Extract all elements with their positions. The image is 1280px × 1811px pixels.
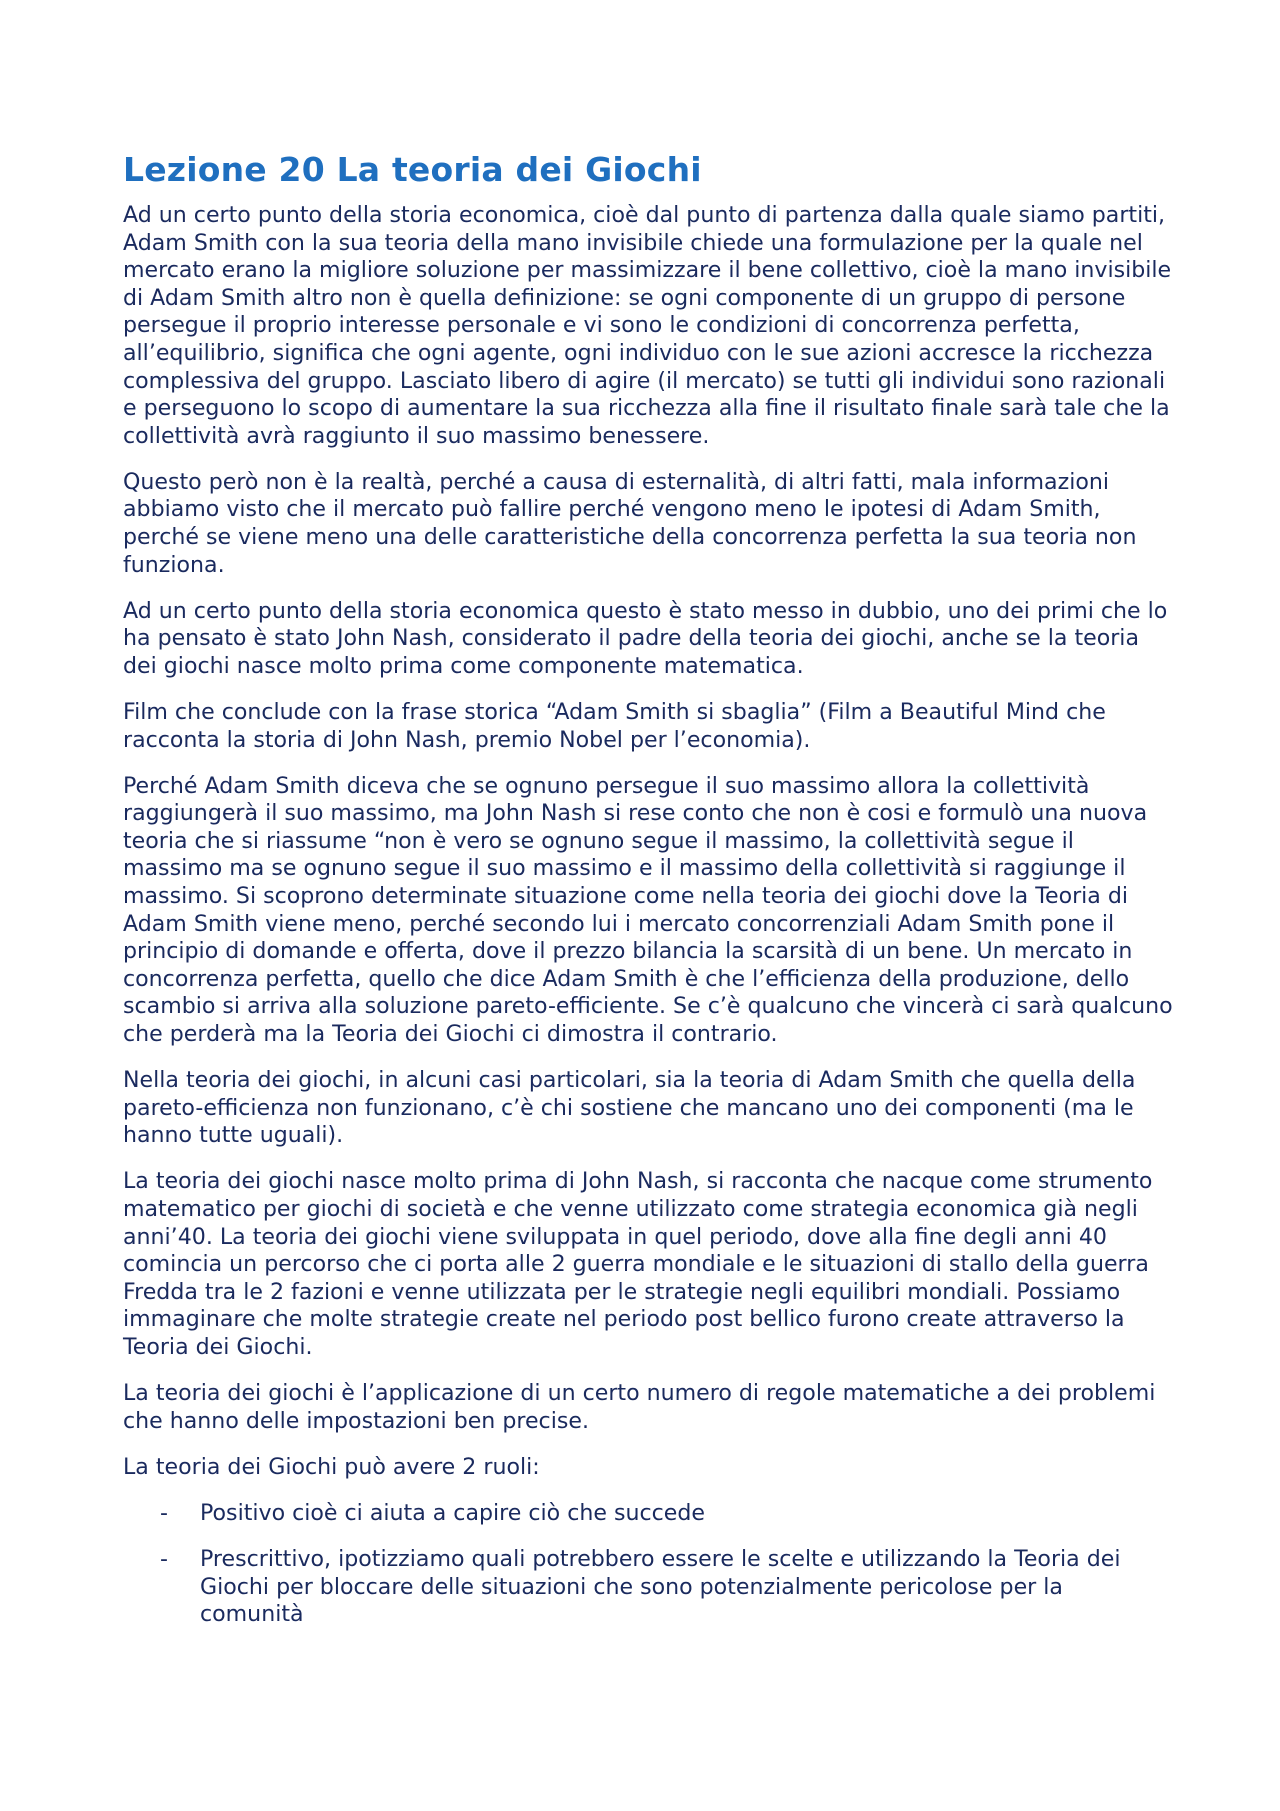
document-title: Lezione 20 La teoria dei Giochi	[123, 150, 702, 189]
paragraph-1: Ad un certo punto della storia economica, cioè dal punto di partenza dalla quale siamo partiti, Adam Smith con la sua teoria della mano invisibile chiede una formulazione per la quale nel mercato erano la migliore soluzione per massimizzare il bene collettivo, cioè la mano invisibile di Adam Smith altro non è quella definizione: se ogni componente di un gruppo di persone persegue il proprio interesse personale e vi sono le condizioni di concorrenza perfetta, all’equilibrio, significa che ogni agente, ogni individuo con le sue azioni accresce la ricchezza complessiva del gruppo. Lasciato libero di agire (il mercato) se tutti gli individui sono razionali e perseguono lo scopo di aumentare la sua ricchezza alla fine il risultato finale sarà tale che la collettività avrà raggiunto il suo massimo benessere.	[123, 202, 1172, 449]
list-item	[123, 1546, 1173, 1629]
list-item	[123, 1500, 1173, 1528]
paragraph-7: La teoria dei giochi nasce molto prima di John Nash, si racconta che nacque come strumento matematico per giochi di società e che venne utilizzato come strategia economica già negli anni’40. La teoria dei giochi viene sviluppata in quel periodo, dove alla fine degli anni 40 comincia un percorso che ci porta alle 2 guerra mondiale e le situazioni di stallo della guerra Fredda tra le 2 fazioni e venne utilizzata per le strategie negli equilibri mondiali. Possiamo immaginare che molte strategie create nel periodo post bellico furono create attraverso la Teoria dei Giochi.	[123, 1168, 1153, 1360]
paragraph-9: La teoria dei Giochi può avere 2 ruoli:	[123, 1453, 540, 1480]
roles-list	[123, 1500, 1173, 1629]
paragraph-6: Nella teoria dei giochi, in alcuni casi particolari, sia la teoria di Adam Smith che quella della pareto-efficienza non funzionano, c’è chi sostiene che mancano uno dei componenti (ma le hanno tutte uguali).	[123, 1067, 1136, 1149]
document-page	[123, 150, 1173, 1647]
paragraph-3: Ad un certo punto della storia economica questo è stato messo in dubbio, uno dei primi che lo ha pensato è stato John Nash, considerato il padre della teoria dei giochi, anche se la teoria dei giochi nasce molto prima come componente matematica.	[123, 597, 1168, 679]
paragraph-5: Perché Adam Smith diceva che se ognuno persegue il suo massimo allora la collettività raggiungerà il suo massimo, ma John Nash si rese conto che non è cosi e formulò una nuova teoria che si riassume “non è vero se ognuno segue il massimo, la collettività segue il massimo ma se ognuno segue il suo massimo e il massimo della collettività si raggiunge il massimo. Si scoprono determinate situazione come nella teoria dei giochi dove la Teoria di Adam Smith viene meno, perché secondo lui i mercato concorrenziali Adam Smith pone il principio di domande e offerta, dove il prezzo bilancia la scarsità di un bene. Un mercato in concorrenza perfetta, quello che dice Adam Smith è che l’efficienza della produzione, dello scambio si arriva alla soluzione pareto-efficiente. Se c’è qualcuno che vincerà ci sarà qualcuno che perderà ma la Teoria dei Giochi ci dimostra il contrario.	[123, 772, 1173, 1048]
list-dash: -	[160, 1499, 168, 1526]
paragraph-4: Film che conclude con la frase storica “Adam Smith si sbaglia” (Film a Beautiful Mind che racconta la storia di John Nash, premio Nobel per l’economia).	[123, 699, 1106, 753]
list-dash: -	[160, 1545, 168, 1572]
paragraph-2: Questo però non è la realtà, perché a causa di esternalità, di altri fatti, mala informazioni abbiamo visto che il mercato può fallire perché vengono meno le ipotesi di Adam Smith, perché se viene meno una delle caratteristiche della concorrenza perfetta la sua teoria non funziona.	[123, 468, 1137, 578]
list-item-text: Prescrittivo, ipotizziamo quali potrebbero essere le scelte e utilizzando la Teoria dei Giochi per bloccare delle situazioni che sono potenzialmente pericolose per la comunità	[200, 1545, 1121, 1628]
list-item-text: Positivo cioè ci aiuta a capire ciò che succede	[200, 1499, 705, 1526]
paragraph-8: La teoria dei giochi è l’applicazione di un certo numero di regole matematiche a dei problemi che hanno delle impostazioni ben precise.	[123, 1380, 1156, 1434]
